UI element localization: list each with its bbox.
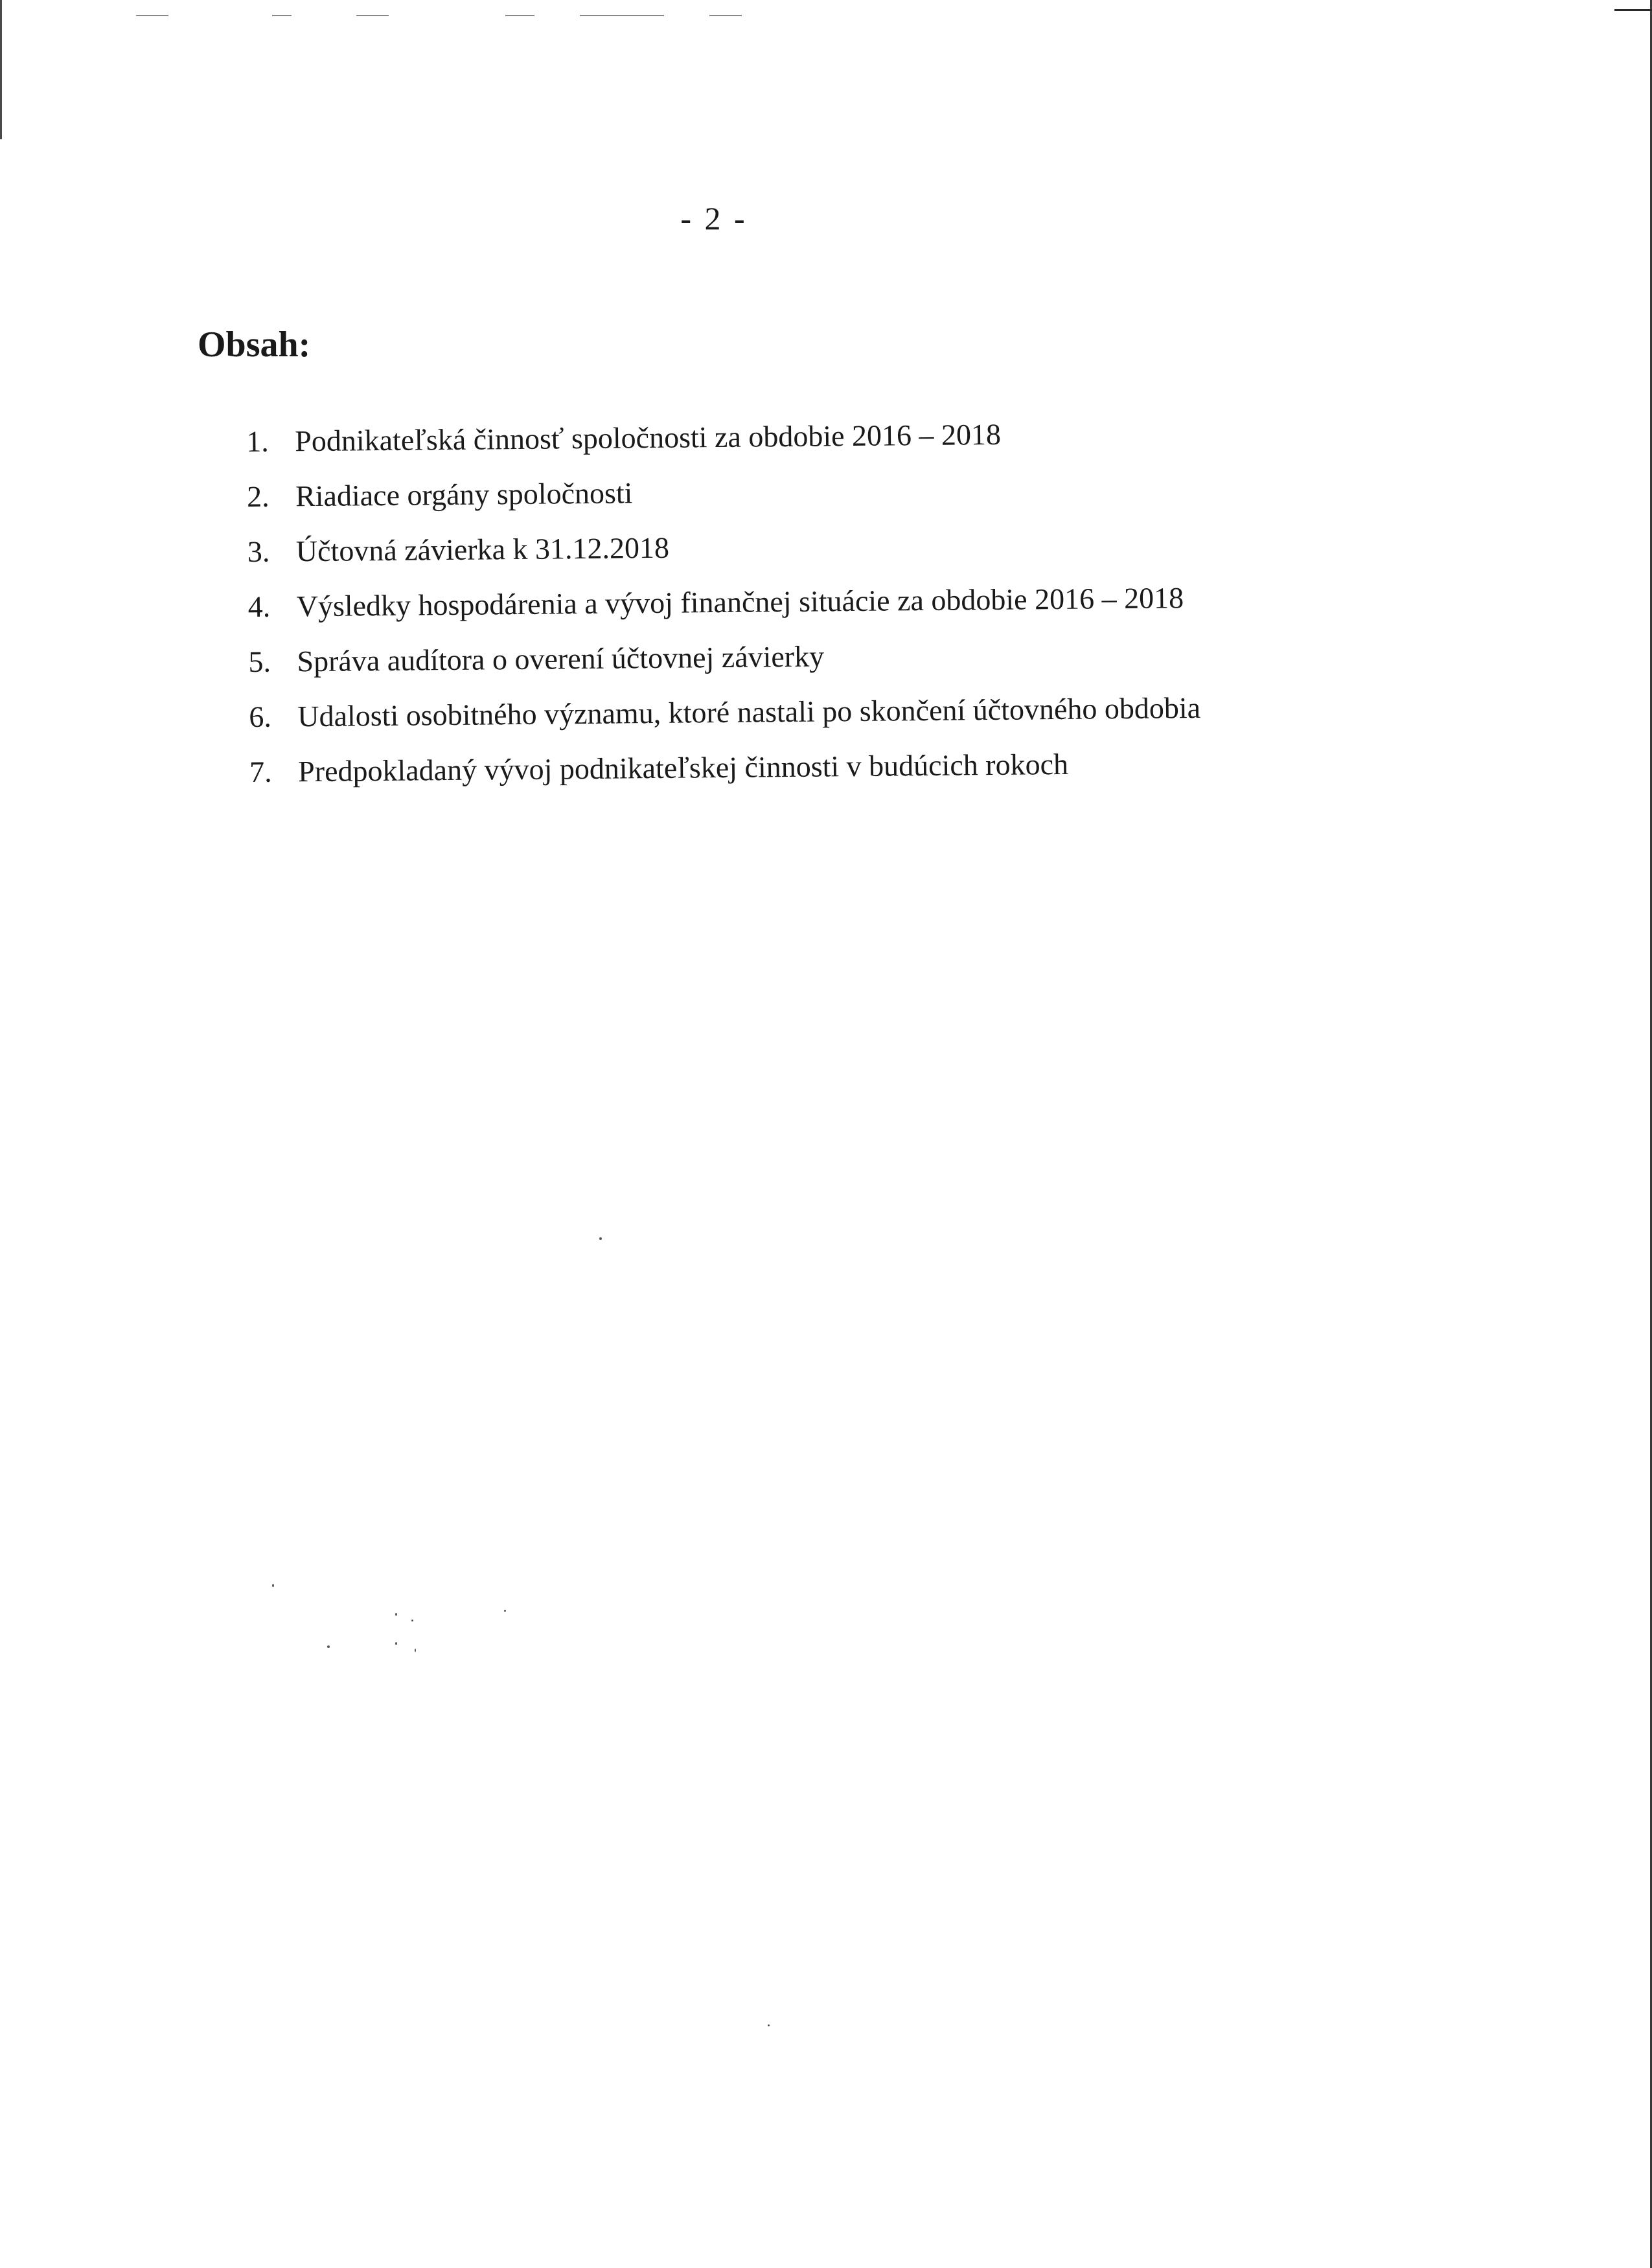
- toc-item: [249, 746, 1202, 810]
- scan-speck: [272, 1584, 274, 1587]
- scan-dash: [356, 15, 389, 16]
- toc-item: [247, 580, 1200, 645]
- scan-speck: [415, 1649, 416, 1652]
- toc-item: [249, 691, 1201, 755]
- table-of-contents: [246, 415, 1201, 810]
- scan-edge-left: [0, 0, 2, 139]
- scan-speck: [395, 1613, 397, 1616]
- toc-item-label: Podnikateľská činnosť spoločnosti za obdobie 2016 – 2018: [295, 417, 1002, 458]
- toc-item-label: Správa audítora o overení účtovnej závierky: [297, 639, 825, 678]
- scan-top-mark: [1614, 9, 1652, 11]
- scan-speck: [327, 1645, 330, 1648]
- scan-dash: [136, 15, 168, 16]
- scan-dash: [580, 15, 664, 16]
- scan-speck: [411, 1620, 413, 1621]
- toc-item-number: 7.: [249, 755, 272, 788]
- toc-item-number: 5.: [248, 645, 271, 678]
- toc-item-label: Výsledky hospodárenia a vývoj finančnej situácie za obdobie 2016 – 2018: [296, 581, 1184, 623]
- toc-item-number: 3.: [247, 534, 270, 568]
- scan-speck: [768, 2024, 770, 2026]
- scan-speck: [599, 1237, 602, 1240]
- scan-dash: [505, 15, 534, 16]
- toc-item-number: 1.: [246, 424, 269, 458]
- scan-speck: [504, 1610, 506, 1612]
- page-number: - 2 -: [680, 200, 748, 236]
- toc-item-label: Udalosti osobitného významu, ktoré nastali po skončení účtovného obdobia: [297, 691, 1201, 733]
- toc-item-number: 6.: [249, 700, 272, 733]
- toc-item: [247, 470, 1199, 534]
- toc-item: [247, 525, 1200, 590]
- toc-item: [248, 636, 1200, 700]
- toc-item-label: Účtovná závierka k 31.12.2018: [295, 531, 670, 568]
- toc-item-number: 4.: [247, 590, 271, 623]
- toc-item-label: Riadiace orgány spoločnosti: [295, 476, 633, 513]
- toc-item-number: 2.: [246, 479, 270, 513]
- scan-speck: [395, 1642, 397, 1645]
- toc-heading: Obsah:: [198, 325, 311, 365]
- scan-dash: [709, 15, 742, 16]
- scan-dash: [272, 15, 292, 16]
- toc-item: [246, 415, 1199, 479]
- toc-item-label: Predpokladaný vývoj podnikateľskej činnosti v budúcich rokoch: [297, 747, 1069, 788]
